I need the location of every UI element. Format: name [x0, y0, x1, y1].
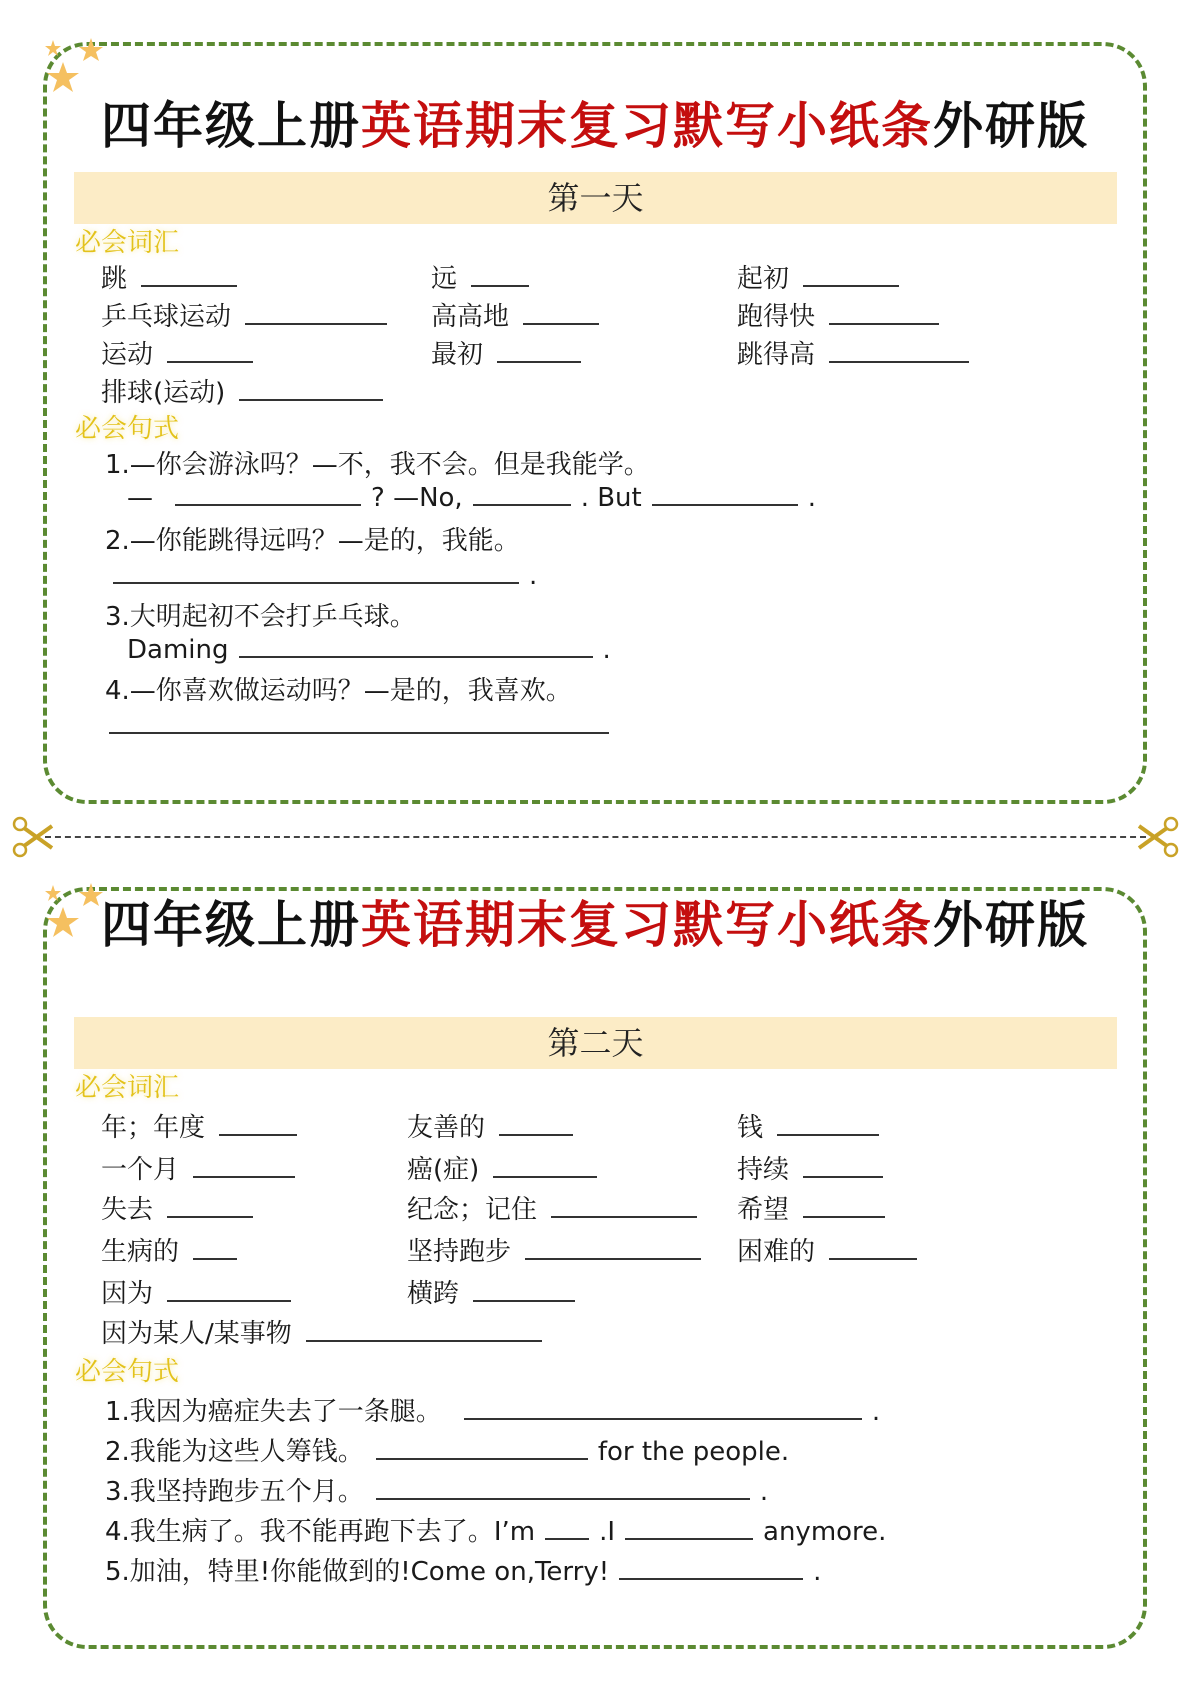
vocab-item: 持续 [737, 1149, 883, 1186]
sentence-answer-line: . [113, 560, 537, 591]
sentence-section-label: 必会句式 [75, 1357, 180, 1387]
vocab-section-label: 必会词汇 [75, 228, 180, 258]
vocab-item: 生病的 [101, 1231, 237, 1268]
answer-blank[interactable] [525, 1236, 701, 1260]
vocab-item: 起初 [737, 258, 899, 295]
page-title: 四年级上册英语期末复习默写小纸条外研版 [101, 97, 1089, 155]
vocab-item: 纪念；记住 [407, 1189, 697, 1226]
vocab-item: 癌(症) [407, 1149, 597, 1186]
answer-blank[interactable] [141, 263, 237, 287]
page-title: 四年级上册英语期末复习默写小纸条外研版 [101, 896, 1089, 954]
day-header: 第一天 [74, 172, 1117, 224]
answer-blank[interactable] [306, 1318, 542, 1342]
sentence-answer-line: — ? —No, . But . [127, 483, 816, 513]
vocab-item: 因为 [101, 1273, 291, 1310]
answer-blank[interactable] [545, 1516, 589, 1540]
answer-blank[interactable] [473, 482, 571, 506]
vocab-item: 一个月 [101, 1149, 295, 1186]
answer-blank[interactable] [473, 1278, 575, 1302]
answer-blank[interactable] [167, 1278, 291, 1302]
vocab-item: 年；年度 [101, 1107, 297, 1144]
vocab-item: 跳得高 [737, 334, 969, 371]
vocab-item: 因为某人/某事物 [101, 1313, 542, 1350]
vocab-item: 坚持跑步 [407, 1231, 701, 1268]
answer-blank[interactable] [471, 263, 529, 287]
answer-blank[interactable] [829, 1236, 917, 1260]
note-card-day-2 [43, 887, 1147, 1649]
sentence-item: 2.我能为这些人筹钱。 for the people. [105, 1437, 790, 1467]
answer-blank[interactable] [829, 339, 969, 363]
vocab-item: 高高地 [431, 296, 599, 333]
day-header: 第二天 [74, 1017, 1117, 1069]
answer-blank[interactable] [625, 1516, 753, 1540]
sentence-answer-line: Daming . [127, 635, 611, 665]
answer-blank[interactable] [497, 339, 581, 363]
sentence-prompt: 1.—你会游泳吗？—不，我不会。但是我能学。 [105, 450, 650, 480]
vocab-item: 跳 [101, 258, 237, 295]
answer-blank[interactable] [803, 1154, 883, 1178]
answer-blank[interactable] [777, 1112, 879, 1136]
answer-blank[interactable] [499, 1112, 573, 1136]
vocab-item: 希望 [737, 1189, 885, 1226]
answer-blank[interactable] [376, 1476, 750, 1500]
vocab-section-label: 必会词汇 [75, 1073, 180, 1103]
answer-blank[interactable] [113, 560, 519, 584]
vocab-item: 运动 [101, 334, 253, 371]
answer-blank[interactable] [523, 301, 599, 325]
answer-blank[interactable] [239, 634, 593, 658]
answer-blank[interactable] [803, 263, 899, 287]
vocab-item: 排球(运动) [101, 372, 383, 409]
answer-blank[interactable] [245, 301, 387, 325]
sentence-prompt: 3.大明起初不会打乒乓球。 [105, 602, 416, 632]
answer-blank[interactable] [175, 482, 361, 506]
sentence-item: 5.加油，特里!你能做到的!Come on,Terry! . [105, 1557, 822, 1587]
answer-blank[interactable] [493, 1154, 597, 1178]
vocab-item: 失去 [101, 1189, 253, 1226]
answer-blank[interactable] [219, 1112, 297, 1136]
answer-blank[interactable] [829, 301, 939, 325]
answer-blank[interactable] [239, 377, 383, 401]
sentence-section-label: 必会句式 [75, 414, 180, 444]
vocab-item: 钱 [737, 1107, 879, 1144]
vocab-item: 远 [431, 258, 529, 295]
answer-blank[interactable] [193, 1154, 295, 1178]
sentence-item: 4.我生病了。我不能再跑下去了。I’m .I anymore. [105, 1517, 887, 1547]
sentence-item: 1.我因为癌症失去了一条腿。 . [105, 1397, 881, 1427]
answer-blank[interactable] [109, 710, 609, 734]
sentence-answer-line [109, 710, 619, 741]
sentence-prompt: 4.—你喜欢做运动吗？—是的，我喜欢。 [105, 676, 572, 706]
answer-blank[interactable] [193, 1236, 237, 1260]
answer-blank[interactable] [619, 1556, 803, 1580]
scissors-icon [1135, 814, 1181, 860]
vocab-item: 横跨 [407, 1273, 575, 1310]
sentence-prompt: 2.—你能跳得远吗？—是的，我能。 [105, 526, 520, 556]
answer-blank[interactable] [167, 1194, 253, 1218]
answer-blank[interactable] [464, 1396, 862, 1420]
sentence-item: 3.我坚持跑步五个月。 . [105, 1477, 769, 1507]
cut-line [45, 836, 1146, 838]
vocab-item: 困难的 [737, 1231, 917, 1268]
vocab-item: 跑得快 [737, 296, 939, 333]
answer-blank[interactable] [652, 482, 798, 506]
vocab-item: 友善的 [407, 1107, 573, 1144]
answer-blank[interactable] [803, 1194, 885, 1218]
note-card-day-1 [43, 42, 1147, 804]
answer-blank[interactable] [167, 339, 253, 363]
answer-blank[interactable] [551, 1194, 697, 1218]
vocab-item: 最初 [431, 334, 581, 371]
answer-blank[interactable] [376, 1436, 588, 1460]
vocab-item: 乒乓球运动 [101, 296, 387, 333]
